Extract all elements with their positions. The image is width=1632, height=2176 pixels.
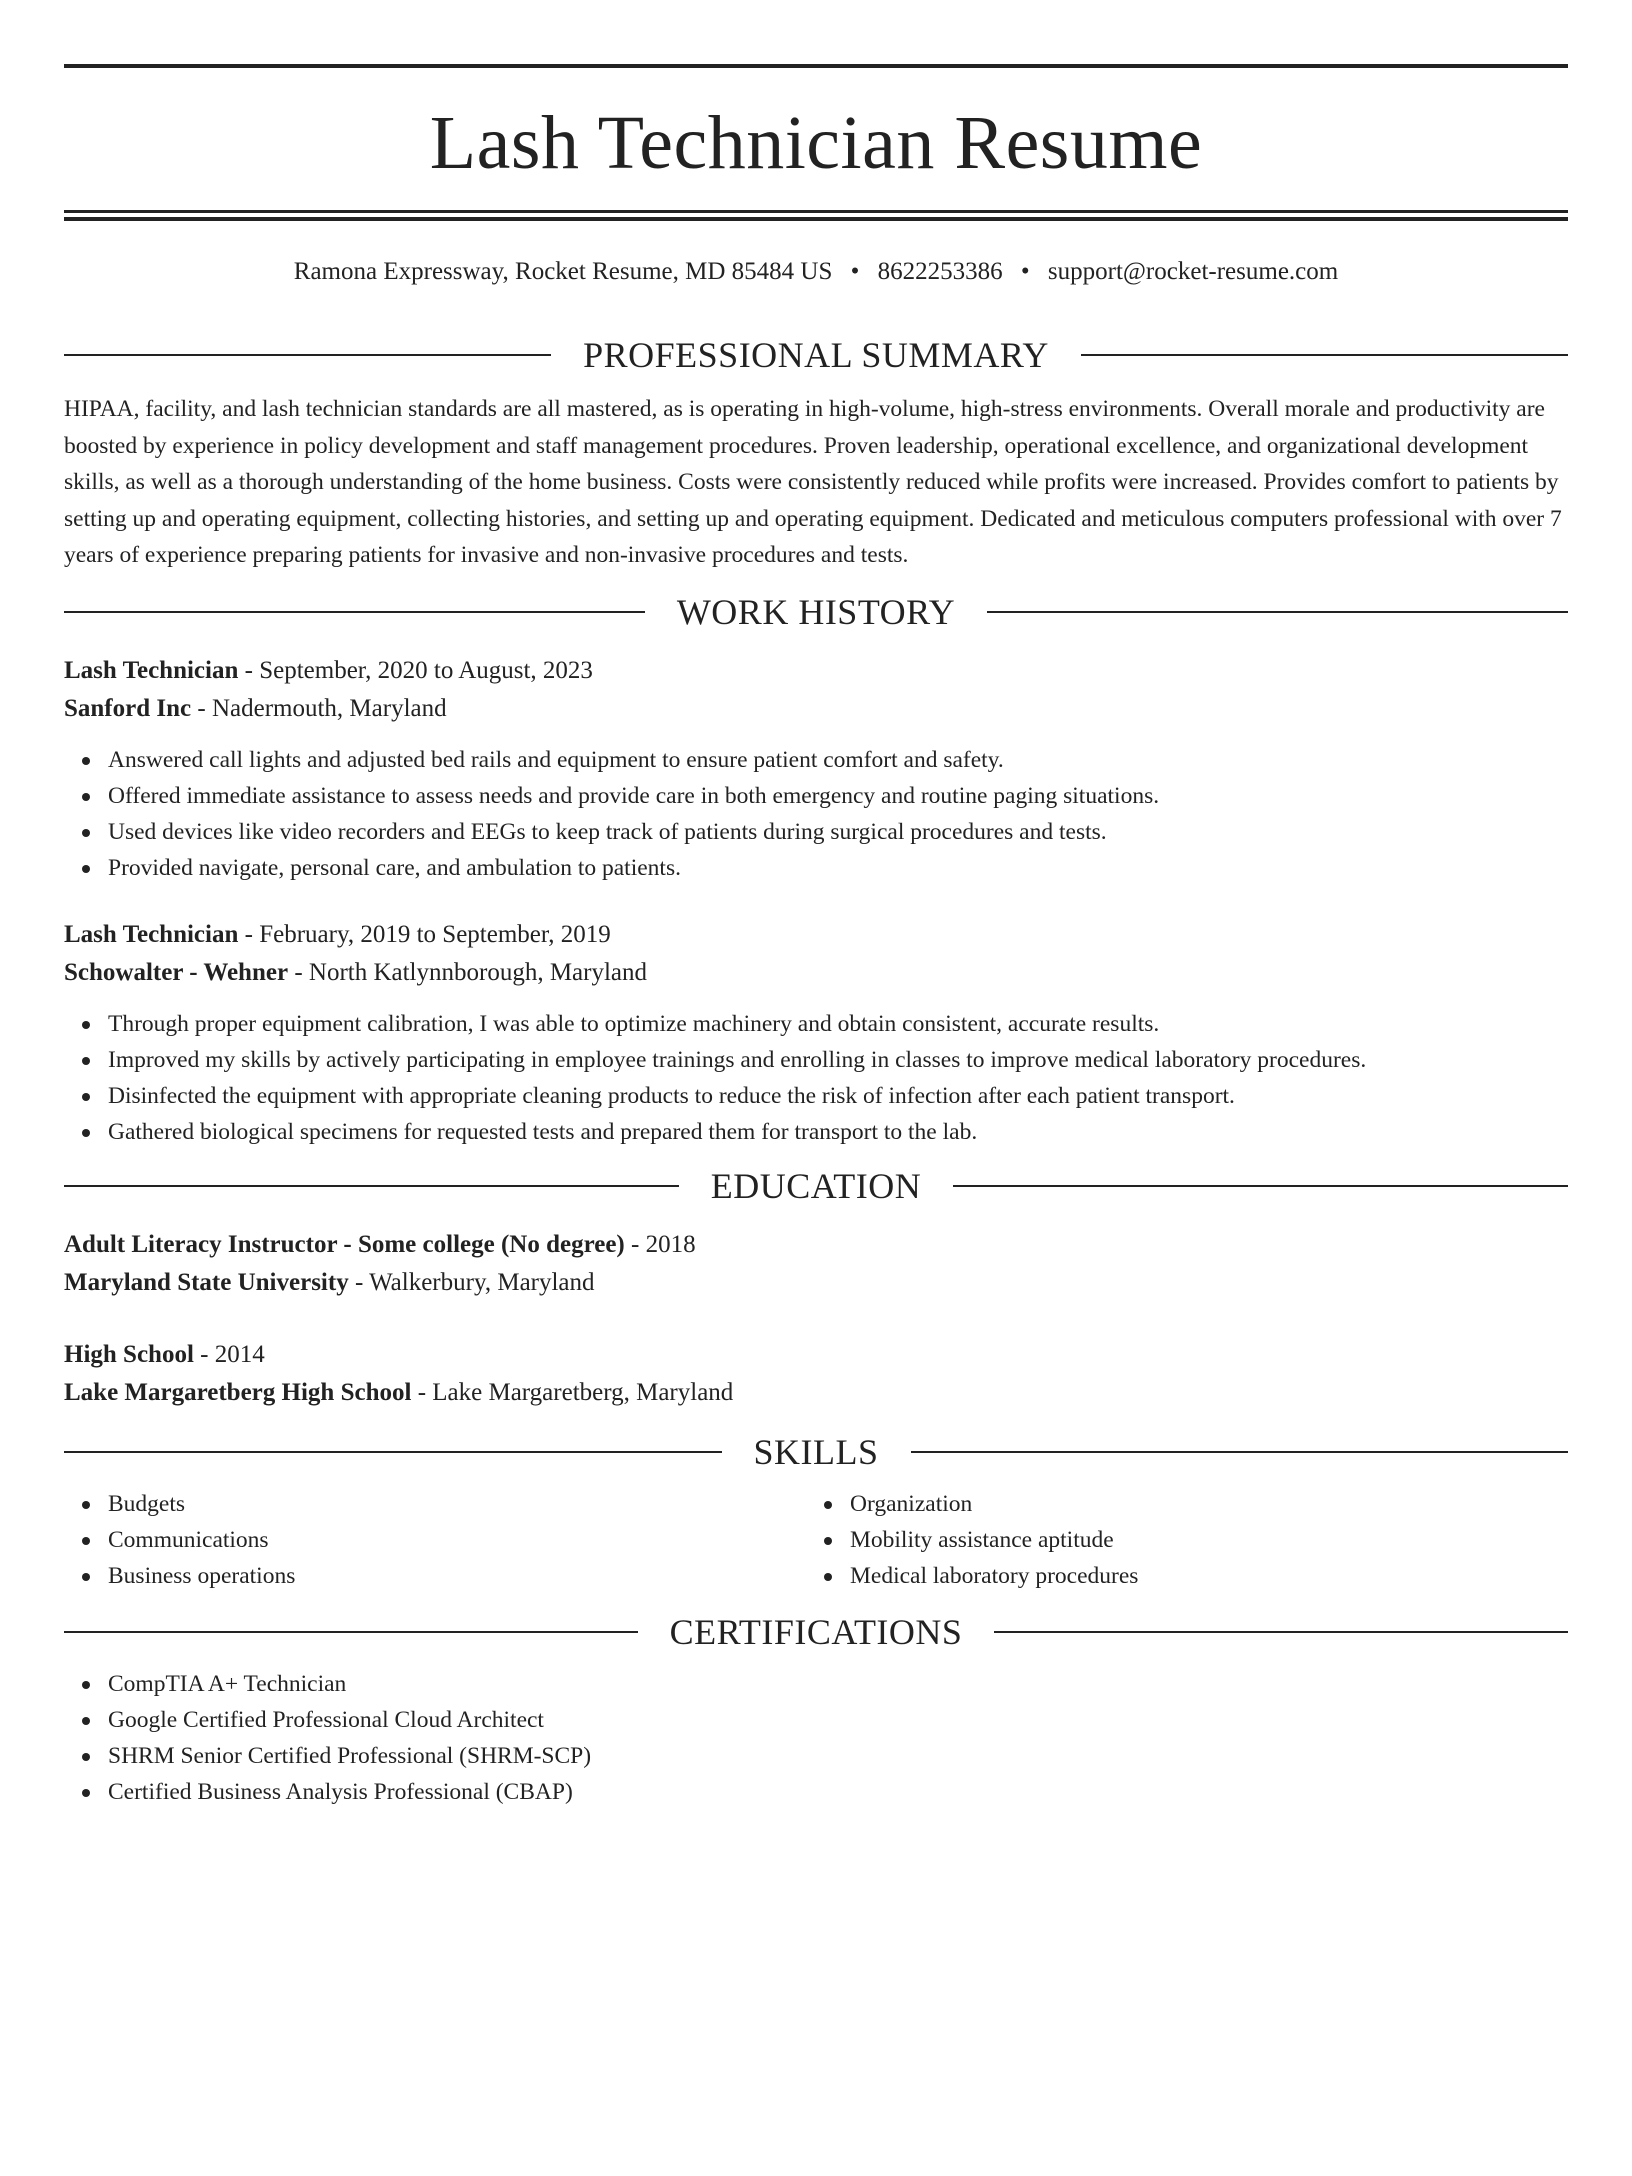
heading-rule <box>994 1631 1568 1633</box>
list-item: Disinfected the equipment with appropriate cleaning products to reduce the risk of infection after each patient transport. <box>108 1078 1568 1114</box>
section-title: PROFESSIONAL SUMMARY <box>583 335 1049 375</box>
job-company: Sanford Inc <box>64 694 192 722</box>
job-company-line <box>64 690 1568 728</box>
education-location: - Walkerbury, Maryland <box>348 1268 595 1296</box>
job-bullets <box>64 742 1568 886</box>
list-item: SHRM Senior Certified Professional (SHRM-SCP) <box>108 1738 1568 1774</box>
job-title-line <box>64 652 1568 690</box>
heading-rule <box>987 611 1568 613</box>
resume-page <box>0 64 1632 2176</box>
list-item: Business operations <box>108 1558 806 1594</box>
resume-title: Lash Technician Resume <box>429 101 1203 185</box>
contact-email: support@rocket-resume.com <box>1047 258 1339 285</box>
heading-rule <box>911 1451 1569 1453</box>
job-company: Schowalter - Wehner <box>64 958 289 986</box>
section-title: WORK HISTORY <box>676 591 956 632</box>
heading-rule <box>64 1631 638 1633</box>
job-title: Lash Technician <box>64 920 239 948</box>
education-degree-line <box>64 1226 1568 1264</box>
job-location: - North Katlynnborough, Maryland <box>288 958 648 986</box>
contact-separator: • <box>850 258 860 285</box>
list-item: Medical laboratory procedures <box>850 1558 1568 1594</box>
skills-column-right <box>806 1486 1568 1594</box>
list-item: Communications <box>108 1522 806 1558</box>
education-school: Maryland State University <box>64 1268 349 1296</box>
list-item: Through proper equipment calibration, I was able to optimize machinery and obtain consistent, accurate results. <box>108 1006 1568 1042</box>
job-dates: - September, 2020 to August, 2023 <box>238 656 593 684</box>
list-item: Google Certified Professional Cloud Architect <box>108 1702 1568 1738</box>
section-title: CERTIFICATIONS <box>669 1611 963 1652</box>
education-year: - 2014 <box>193 1340 265 1368</box>
heading-rule <box>64 354 551 356</box>
heading-rule <box>953 1185 1568 1187</box>
summary-text: HIPAA, facility, and lash technician standards are all mastered, as is operating in high-volume, high-stress environments. Overall morale and productivity are boosted by experience in policy development and staff management procedures. Proven leadership, operational excellence, and organizational development skills, as well as a thorough understanding of the home business. Costs were consistently reduced while profits were increased. Provides comfort to patients by setting up and operating equipment, collecting histories, and setting up and operating equipment. Dedicated and meticulous computers professional with over 7 years of experience preparing patients for invasive and non-invasive procedures and tests. <box>64 396 1562 568</box>
job-company-line <box>64 954 1568 992</box>
list-item: Improved my skills by actively participating in employee trainings and enrolling in classes to improve medical laboratory procedures. <box>108 1042 1568 1078</box>
education-school-line <box>64 1264 1568 1302</box>
list-item: Offered immediate assistance to assess needs and provide care in both emergency and routine paging situations. <box>108 778 1568 814</box>
education-school: Lake Margaretberg High School <box>64 1378 412 1406</box>
job-title-line <box>64 916 1568 954</box>
certifications-list <box>64 1666 1568 1810</box>
job-entry <box>64 652 1568 886</box>
section-heading-certifications <box>64 1610 1568 1654</box>
heading-rule <box>64 611 645 613</box>
job-entry <box>64 916 1568 1150</box>
education-degree-line <box>64 1336 1568 1374</box>
education-entry <box>64 1336 1568 1412</box>
list-item: Certified Business Analysis Professional (CBAP) <box>108 1774 1568 1810</box>
education-entry <box>64 1226 1568 1302</box>
education-degree: Adult Literacy Instructor - Some college (No degree) <box>64 1230 625 1258</box>
skills-list <box>64 1486 1568 1594</box>
education-year: - 2018 <box>624 1230 696 1258</box>
list-item: Answered call lights and adjusted bed rails and equipment to ensure patient comfort and safety. <box>108 742 1568 778</box>
job-title: Lash Technician <box>64 656 239 684</box>
heading-rule <box>64 1185 679 1187</box>
list-item: Used devices like video recorders and EEGs to keep track of patients during surgical procedures and tests. <box>108 814 1568 850</box>
contact-phone: 8622253386 <box>877 258 1003 285</box>
education-school-line <box>64 1374 1568 1412</box>
heading-rule <box>64 1451 722 1453</box>
list-item: CompTIA A+ Technician <box>108 1666 1568 1702</box>
section-heading-work <box>64 590 1568 634</box>
section-heading-summary <box>64 333 1568 377</box>
list-item: Budgets <box>108 1486 806 1522</box>
list-item: Gathered biological specimens for requested tests and prepared them for transport to the lab. <box>108 1114 1568 1150</box>
contact-line <box>64 255 1568 289</box>
title-double-rule <box>64 210 1568 221</box>
section-heading-education <box>64 1164 1568 1208</box>
list-item: Provided navigate, personal care, and ambulation to patients. <box>108 850 1568 886</box>
list-item: Organization <box>850 1486 1568 1522</box>
list-item: Mobility assistance aptitude <box>850 1522 1568 1558</box>
education-location: - Lake Margaretberg, Maryland <box>411 1378 734 1406</box>
job-location: - Nadermouth, Maryland <box>191 694 447 722</box>
heading-rule <box>1081 354 1568 356</box>
education-degree: High School <box>64 1340 194 1368</box>
job-bullets <box>64 1006 1568 1150</box>
job-dates: - February, 2019 to September, 2019 <box>238 920 611 948</box>
skills-column-left <box>64 1486 806 1594</box>
section-title: EDUCATION <box>710 1165 922 1206</box>
section-title: SKILLS <box>753 1431 879 1472</box>
contact-separator: • <box>1020 258 1030 285</box>
section-heading-skills <box>64 1430 1568 1474</box>
contact-address: Ramona Expressway, Rocket Resume, MD 85484 US <box>293 258 833 285</box>
